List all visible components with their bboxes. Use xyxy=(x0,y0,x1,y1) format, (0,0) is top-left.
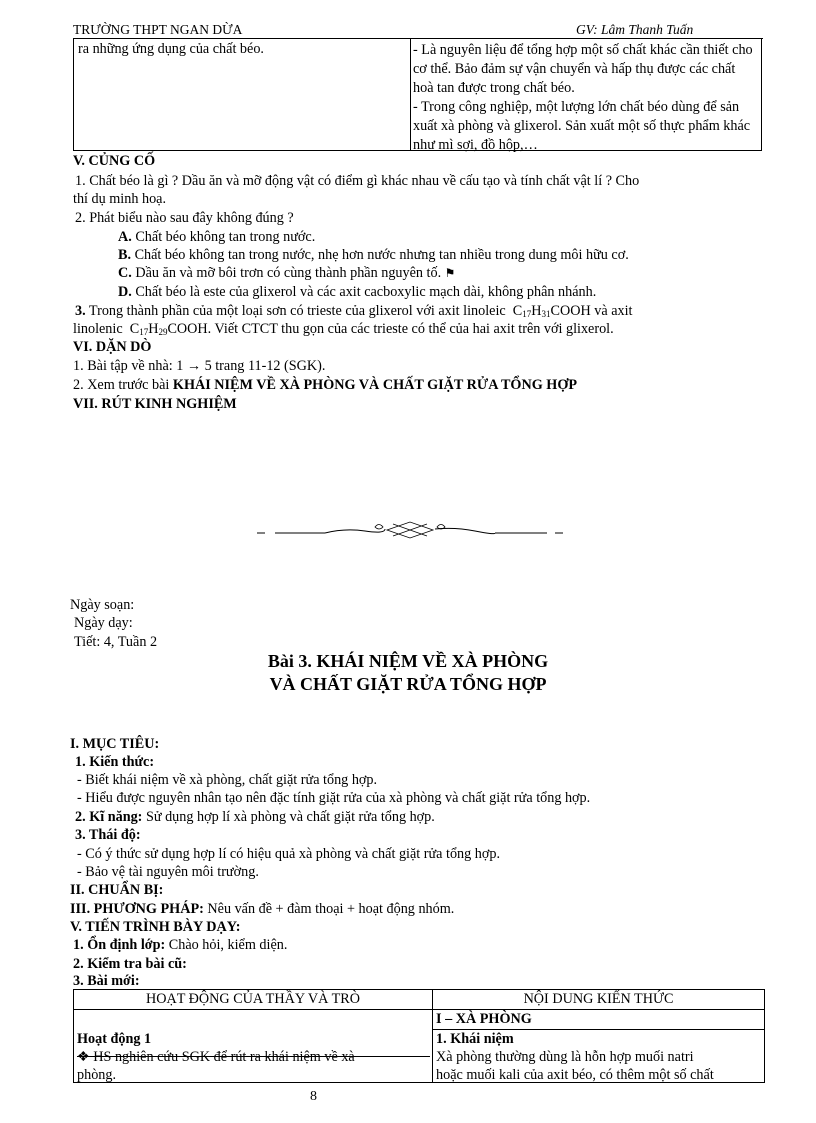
meta-ngay-day: Ngày dạy: xyxy=(74,615,133,631)
muctieu-kienthuc-2: - Hiểu được nguyên nhân tạo nên đặc tính giặt rửa của xà phòng và chất giặt rửa tổng hợp. xyxy=(77,790,591,806)
cungco-option-d: D. Chất béo là este của glixerol và các axit cacboxylic mạch dài, không phân nhánh. xyxy=(118,284,597,300)
muctieu-kienthuc-1: - Biết khái niệm về xà phòng, chất giặt rửa tổng hợp. xyxy=(77,772,378,788)
section-muctieu-heading: I. MỤC TIÊU: xyxy=(70,736,160,752)
meta-ngay-soan: Ngày soạn: xyxy=(70,597,135,613)
lesson-title-line-2: VÀ CHẤT GIẶT RỬA TỔNG HỢP xyxy=(269,674,547,694)
table-right-para-1: - Là nguyên liệu để tổng hợp một số chất khác cần thiết cho cơ thể. Bảo đảm sự vận chuyển và hấp thụ được các chất hoà tan được trong chất béo. xyxy=(413,42,753,96)
section-tientrinh-heading: V. TIẾN TRÌNH BÀY DẠY: xyxy=(70,919,241,935)
header-school: TRƯỜNG THPT NGAN DỪA xyxy=(73,22,243,37)
table-right-para-2: - Trong công nghiệp, một lượng lớn chất béo dùng để sản xuất xà phòng và glixerol. Sản xuất một số thực phẩm khác như mì sợi, đồ hộp,… xyxy=(413,99,751,153)
lesson-title-line-1: Bài 3. KHÁI NIỆM VỀ XÀ PHÒNG xyxy=(267,651,549,671)
muctieu-thaido-label: 3. Thái độ: xyxy=(75,827,141,843)
cungco-option-c: C. Dầu ăn và mỡ bôi trơn có cùng thành phần nguyên tố. ⚑ xyxy=(118,265,456,281)
muctieu-kienthuc-label: 1. Kiến thức: xyxy=(75,754,155,770)
content-text-line1: Xà phòng thường dùng là hỗn hợp muối natri xyxy=(436,1049,694,1065)
activity-1-text-line1: ❖ HS nghiên cứu SGK để rút ra khái niệm về xà xyxy=(77,1049,355,1065)
section-phuongphap: III. PHƯƠNG PHÁP: Nêu vấn đề + đàm thoại + hoạt động nhóm. xyxy=(70,901,455,917)
meta-tiet: Tiết: 4, Tuần 2 xyxy=(74,634,158,650)
muctieu-kynang: 2. Kĩ năng: Sử dụng hợp lí xà phòng và chất giặt rửa tổng hợp. xyxy=(75,809,435,825)
dando-item-1: 1. Bài tập về nhà: 1 → 5 trang 11-12 (SGK). xyxy=(73,358,326,374)
cungco-q1-line1: 1. Chất béo là gì ? Dầu ăn và mỡ động vật có điểm gì khác nhau về cấu tạo và tính chất vật lí ? Cho xyxy=(75,173,640,189)
section-chuanbi-heading: II. CHUẨN BỊ: xyxy=(70,882,164,898)
content-subheading: 1. Khái niệm xyxy=(436,1031,514,1047)
cungco-q1-line2: thí dụ minh hoạ. xyxy=(73,191,167,207)
section-cungco-heading: V. CỦNG CỐ xyxy=(73,153,156,169)
header-teacher: GV: Lâm Thanh Tuấn xyxy=(576,22,694,37)
content-section-heading: I – XÀ PHÒNG xyxy=(436,1011,532,1027)
table-right-cell xyxy=(413,41,753,155)
tientrinh-step-1: 1. Ổn định lớp: Chào hỏi, kiểm diện. xyxy=(73,937,288,953)
cungco-option-a: A. Chất béo không tan trong nước. xyxy=(118,229,316,245)
dando-item-2: 2. Xem trước bài KHÁI NIỆM VỀ XÀ PHÒNG VÀ CHẤT GIẶT RỬA TỔNG HỢP xyxy=(73,377,578,393)
cungco-q3-line2: linolenic $C_{17}H_{29}COOH$. Viết CTCT thu gọn của các trieste có thể của hai axit trên với glixerol. xyxy=(73,321,614,337)
activity-1-label: Hoạt động 1 xyxy=(77,1031,152,1047)
table-divider xyxy=(410,38,411,150)
content-text-line2: hoặc muối kali của axit béo, có thêm một số chất xyxy=(436,1067,714,1083)
ornament-divider xyxy=(255,518,565,540)
muctieu-thaido-2: - Bảo vệ tài nguyên môi trường. xyxy=(77,864,259,880)
table-header-activities: HOẠT ĐỘNG CỦA THẦY VÀ TRÒ xyxy=(145,991,360,1007)
lesson-activity-table xyxy=(73,989,765,1083)
cungco-option-b: B. Chất béo không tan trong nước, nhẹ hơn nước nhưng tan nhiều trong dung môi hữu cơ. xyxy=(118,247,629,263)
tientrinh-step-2: 2. Kiểm tra bài cũ: xyxy=(73,956,187,972)
section-dando-heading: VI. DẶN DÒ xyxy=(73,339,152,355)
table-header-content: NỘI DUNG KIẾN THỨC xyxy=(523,991,674,1007)
table-left-cell: ra những ứng dụng của chất béo. xyxy=(78,41,264,57)
content-table-continuation xyxy=(73,38,762,151)
muctieu-thaido-1: - Có ý thức sử dụng hợp lí có hiệu quả xà phòng và chất giặt rửa tổng hợp. xyxy=(77,846,501,862)
cungco-q3-line1: 3. Trong thành phần của một loại sơn có trieste của glixerol với axit linoleic $C_{17}H_{31}COOH$ và axit xyxy=(75,303,633,319)
diamond-bullet-icon: ❖ xyxy=(77,1049,90,1065)
section-rutkinh-heading: VII. RÚT KINH NGHIỆM xyxy=(73,396,237,412)
page-number: 8 xyxy=(310,1089,317,1104)
tientrinh-step-3: 3. Bài mới: xyxy=(73,973,140,989)
cungco-q2: 2. Phát biểu nào sau đây không đúng ? xyxy=(75,210,294,226)
activity-1-text-line2: phòng. xyxy=(77,1067,117,1083)
flag-icon: ⚑ xyxy=(444,266,456,280)
